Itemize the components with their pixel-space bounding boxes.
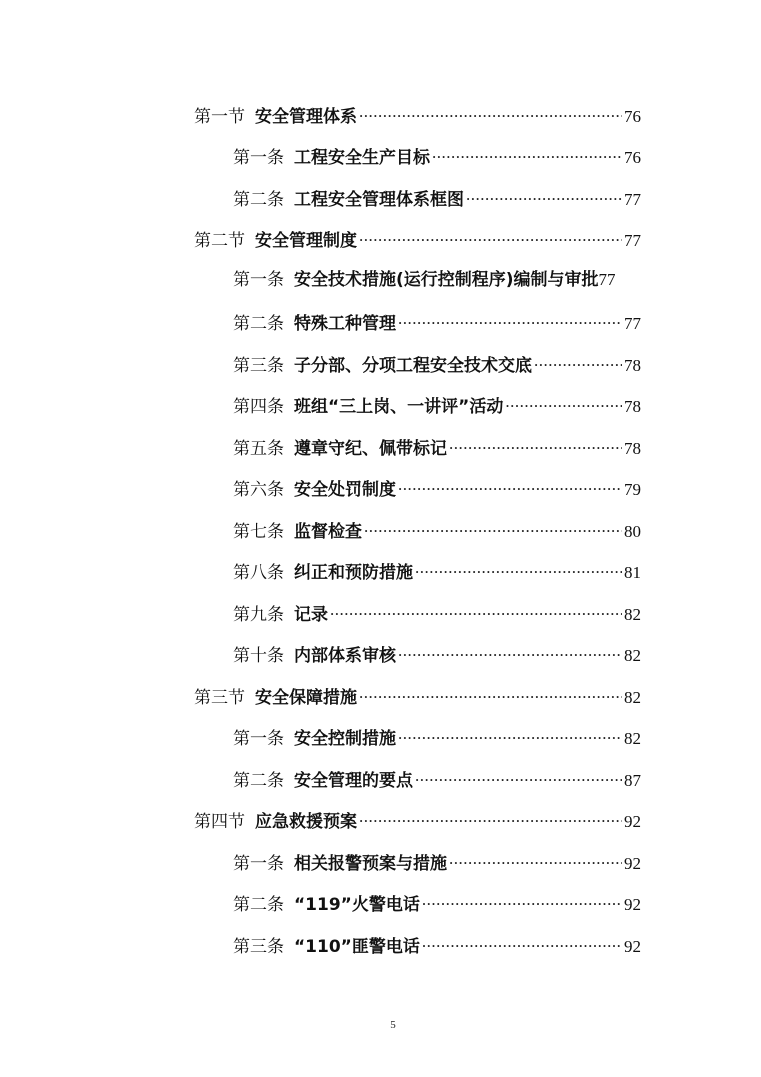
toc-entry-article	[0, 467, 761, 509]
toc-entry-number: 第三节	[194, 687, 245, 708]
dot-leader	[330, 598, 622, 620]
toc-entry-title: 安全管理体系	[255, 106, 357, 127]
dot-leader	[505, 390, 622, 412]
toc-entry-article	[0, 591, 761, 633]
dot-leader	[422, 888, 622, 910]
toc-entry-number: 第三条	[233, 936, 284, 957]
toc-entry-article	[0, 301, 761, 343]
dot-leader	[534, 349, 622, 371]
dot-leader	[422, 930, 622, 952]
toc-entry-number: 第四节	[194, 812, 245, 833]
toc-entry-article	[0, 757, 761, 799]
dot-leader	[359, 100, 622, 122]
toc-entry-number: 第三条	[233, 355, 284, 376]
toc-entry-page: 92	[624, 812, 641, 832]
toc-entry-page: 92	[624, 895, 641, 915]
toc-entry-title: 遵章守纪、佩带标记	[294, 438, 447, 459]
toc-entry-title: 内部体系审核	[294, 646, 396, 667]
toc-entry-page: 76	[624, 106, 641, 126]
dot-leader	[398, 722, 622, 744]
table-of-contents	[0, 93, 761, 965]
dot-leader	[359, 681, 622, 703]
dot-leader	[398, 473, 622, 495]
toc-entry-page: 77	[624, 189, 641, 209]
toc-entry-article	[0, 135, 761, 177]
toc-entry-number: 第一节	[194, 106, 245, 127]
toc-entry-article	[0, 342, 761, 384]
toc-entry-title: 监督检查	[294, 521, 362, 542]
toc-entry-article	[0, 384, 761, 426]
toc-entry-number: 第七条	[233, 521, 284, 542]
toc-entry-title: 安全控制措施	[294, 729, 396, 750]
toc-entry-page: 77	[598, 269, 616, 289]
toc-entry-page: 82	[624, 687, 641, 707]
toc-entry-title: 工程安全管理体系框图	[294, 189, 464, 210]
toc-entry-page: 78	[624, 355, 641, 375]
toc-entry-number: 第二条	[233, 314, 284, 335]
toc-entry-number: 第八条	[233, 563, 284, 584]
toc-entry-page: 77	[624, 231, 641, 251]
toc-entry-title: 相关报警预案与措施	[294, 853, 447, 874]
toc-entry-page: 82	[624, 646, 641, 666]
toc-entry-page: 87	[624, 770, 641, 790]
toc-entry-article	[0, 840, 761, 882]
toc-entry-title: 安全管理的要点	[294, 770, 413, 791]
page-number: 5	[390, 1019, 396, 1031]
toc-entry-section-3	[0, 674, 761, 716]
toc-entry-page: 78	[624, 438, 641, 458]
toc-entry-page: 77	[624, 314, 641, 334]
toc-entry-page: 79	[624, 480, 641, 500]
toc-entry-page: 92	[624, 853, 641, 873]
toc-entry-title: 特殊工种管理	[294, 314, 396, 335]
toc-entry-page: 76	[624, 148, 641, 168]
toc-entry-section-1	[0, 93, 761, 135]
toc-entry-title: “110”匪警电话	[294, 936, 420, 957]
toc-entry-number: 第一条	[233, 148, 284, 169]
toc-entry-page: 82	[624, 604, 641, 624]
toc-entry-number: 第二条	[233, 189, 284, 210]
dot-leader	[398, 307, 622, 329]
dot-leader	[364, 515, 622, 537]
dot-leader	[449, 847, 622, 869]
toc-entry-title: “119”火警电话	[294, 895, 420, 916]
toc-entry-title: 工程安全生产目标	[294, 148, 430, 169]
toc-entry-page: 78	[624, 397, 641, 417]
toc-entry-number: 第二条	[233, 895, 284, 916]
toc-entry-article	[0, 633, 761, 675]
dot-leader	[466, 183, 622, 205]
toc-entry-title: 安全保障措施	[255, 687, 357, 708]
toc-entry-title: 班组“三上岗、一讲评”活动	[294, 397, 504, 418]
toc-entry-number: 第一条	[233, 853, 284, 874]
toc-entry-number: 第六条	[233, 480, 284, 501]
toc-entry-number: 第一条	[233, 269, 284, 290]
toc-entry-number: 第二条	[233, 770, 284, 791]
toc-entry-article	[0, 259, 761, 301]
toc-entry-title: 安全管理制度	[255, 231, 357, 252]
toc-entry-title: 应急救援预案	[255, 812, 357, 833]
dot-leader	[415, 764, 622, 786]
toc-entry-number: 第五条	[233, 438, 284, 459]
toc-entry-title: 子分部、分项工程安全技术交底	[294, 355, 532, 376]
toc-entry-number: 第二节	[194, 231, 245, 252]
dot-leader	[432, 141, 622, 163]
dot-leader	[398, 639, 622, 661]
dot-leader	[449, 432, 622, 454]
toc-entry-page: 92	[624, 936, 641, 956]
toc-entry-number: 第四条	[233, 397, 284, 418]
toc-entry-article	[0, 508, 761, 550]
toc-entry-article	[0, 176, 761, 218]
toc-entry-article	[0, 425, 761, 467]
toc-entry-article	[0, 882, 761, 924]
toc-entry-article	[0, 550, 761, 592]
toc-entry-page: 81	[624, 563, 641, 583]
toc-entry-article	[0, 923, 761, 965]
toc-entry-title: 安全处罚制度	[294, 480, 396, 501]
toc-entry-number: 第一条	[233, 729, 284, 750]
dot-leader	[359, 805, 622, 827]
dot-leader	[415, 556, 622, 578]
toc-entry-title: 记录	[294, 604, 328, 625]
toc-entry-page: 82	[624, 729, 641, 749]
toc-entry-article	[0, 716, 761, 758]
toc-entry-title: 纠正和预防措施	[294, 563, 413, 584]
toc-entry-page: 80	[624, 521, 641, 541]
toc-entry-number: 第九条	[233, 604, 284, 625]
toc-entry-section-4	[0, 799, 761, 841]
toc-entry-number: 第十条	[233, 646, 284, 667]
dot-leader	[359, 224, 622, 246]
toc-entry-title: 安全技术措施(运行控制程序)编制与审批	[294, 269, 599, 290]
toc-entry-section-2	[0, 218, 761, 260]
